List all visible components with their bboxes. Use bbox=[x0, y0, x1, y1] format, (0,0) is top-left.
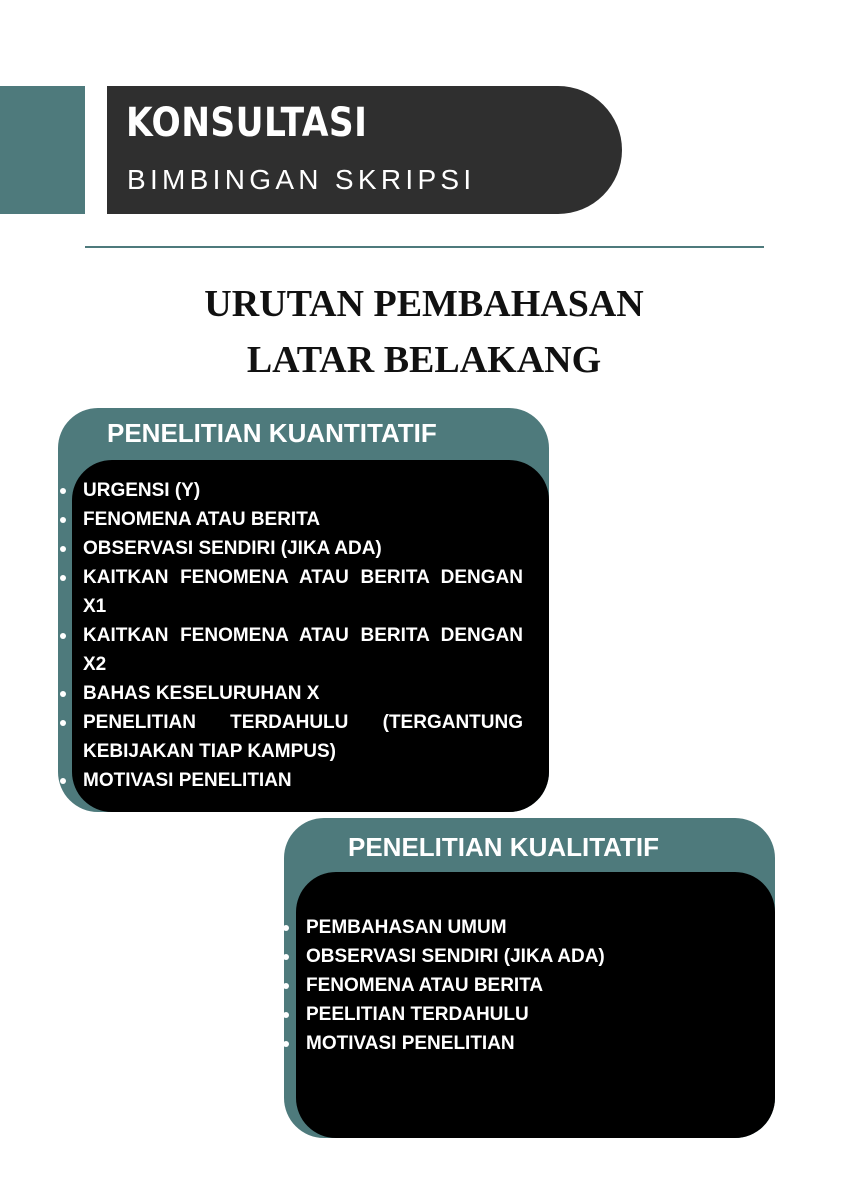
header-subtitle: BIMBINGAN SKRIPSI bbox=[127, 164, 476, 195]
list-item: BAHAS KESELURUHAN X bbox=[59, 679, 523, 708]
list-item: URGENSI (Y) bbox=[59, 476, 523, 505]
list-item: OBSERVASI SENDIRI (JIKA ADA) bbox=[59, 534, 523, 563]
list-item: OBSERVASI SENDIRI (JIKA ADA) bbox=[282, 942, 752, 971]
list-item: KAITKAN FENOMENA ATAU BERITA DENGAN X1 bbox=[59, 563, 523, 621]
qualitative-card-title: PENELITIAN KUALITATIF bbox=[348, 832, 660, 862]
list-item: MOTIVASI PENELITIAN bbox=[282, 1029, 752, 1058]
quantitative-list bbox=[59, 476, 523, 795]
list-item: KAITKAN FENOMENA ATAU BERITA DENGAN X2 bbox=[59, 621, 523, 679]
list-item: FENOMENA ATAU BERITA bbox=[59, 505, 523, 534]
page-title-line-1: URUTAN PEMBAHASAN bbox=[204, 283, 644, 325]
header-accent-block bbox=[0, 86, 85, 214]
list-item: PENELITIAN TERDAHULU (TERGANTUNG KEBIJAKAN TIAP KAMPUS) bbox=[59, 708, 523, 766]
quantitative-card-title: PENELITIAN KUANTITATIF bbox=[107, 418, 437, 448]
list-item: PEELITIAN TERDAHULU bbox=[282, 1000, 752, 1029]
header-divider bbox=[85, 246, 764, 248]
header-title: KONSULTASI bbox=[126, 100, 368, 146]
list-item: FENOMENA ATAU BERITA bbox=[282, 971, 752, 1000]
page-title bbox=[0, 276, 848, 388]
list-item: MOTIVASI PENELITIAN bbox=[59, 766, 523, 795]
qualitative-list bbox=[282, 913, 752, 1058]
page-title-line-2: LATAR BELAKANG bbox=[246, 339, 602, 381]
list-item: PEMBAHASAN UMUM bbox=[282, 913, 752, 942]
